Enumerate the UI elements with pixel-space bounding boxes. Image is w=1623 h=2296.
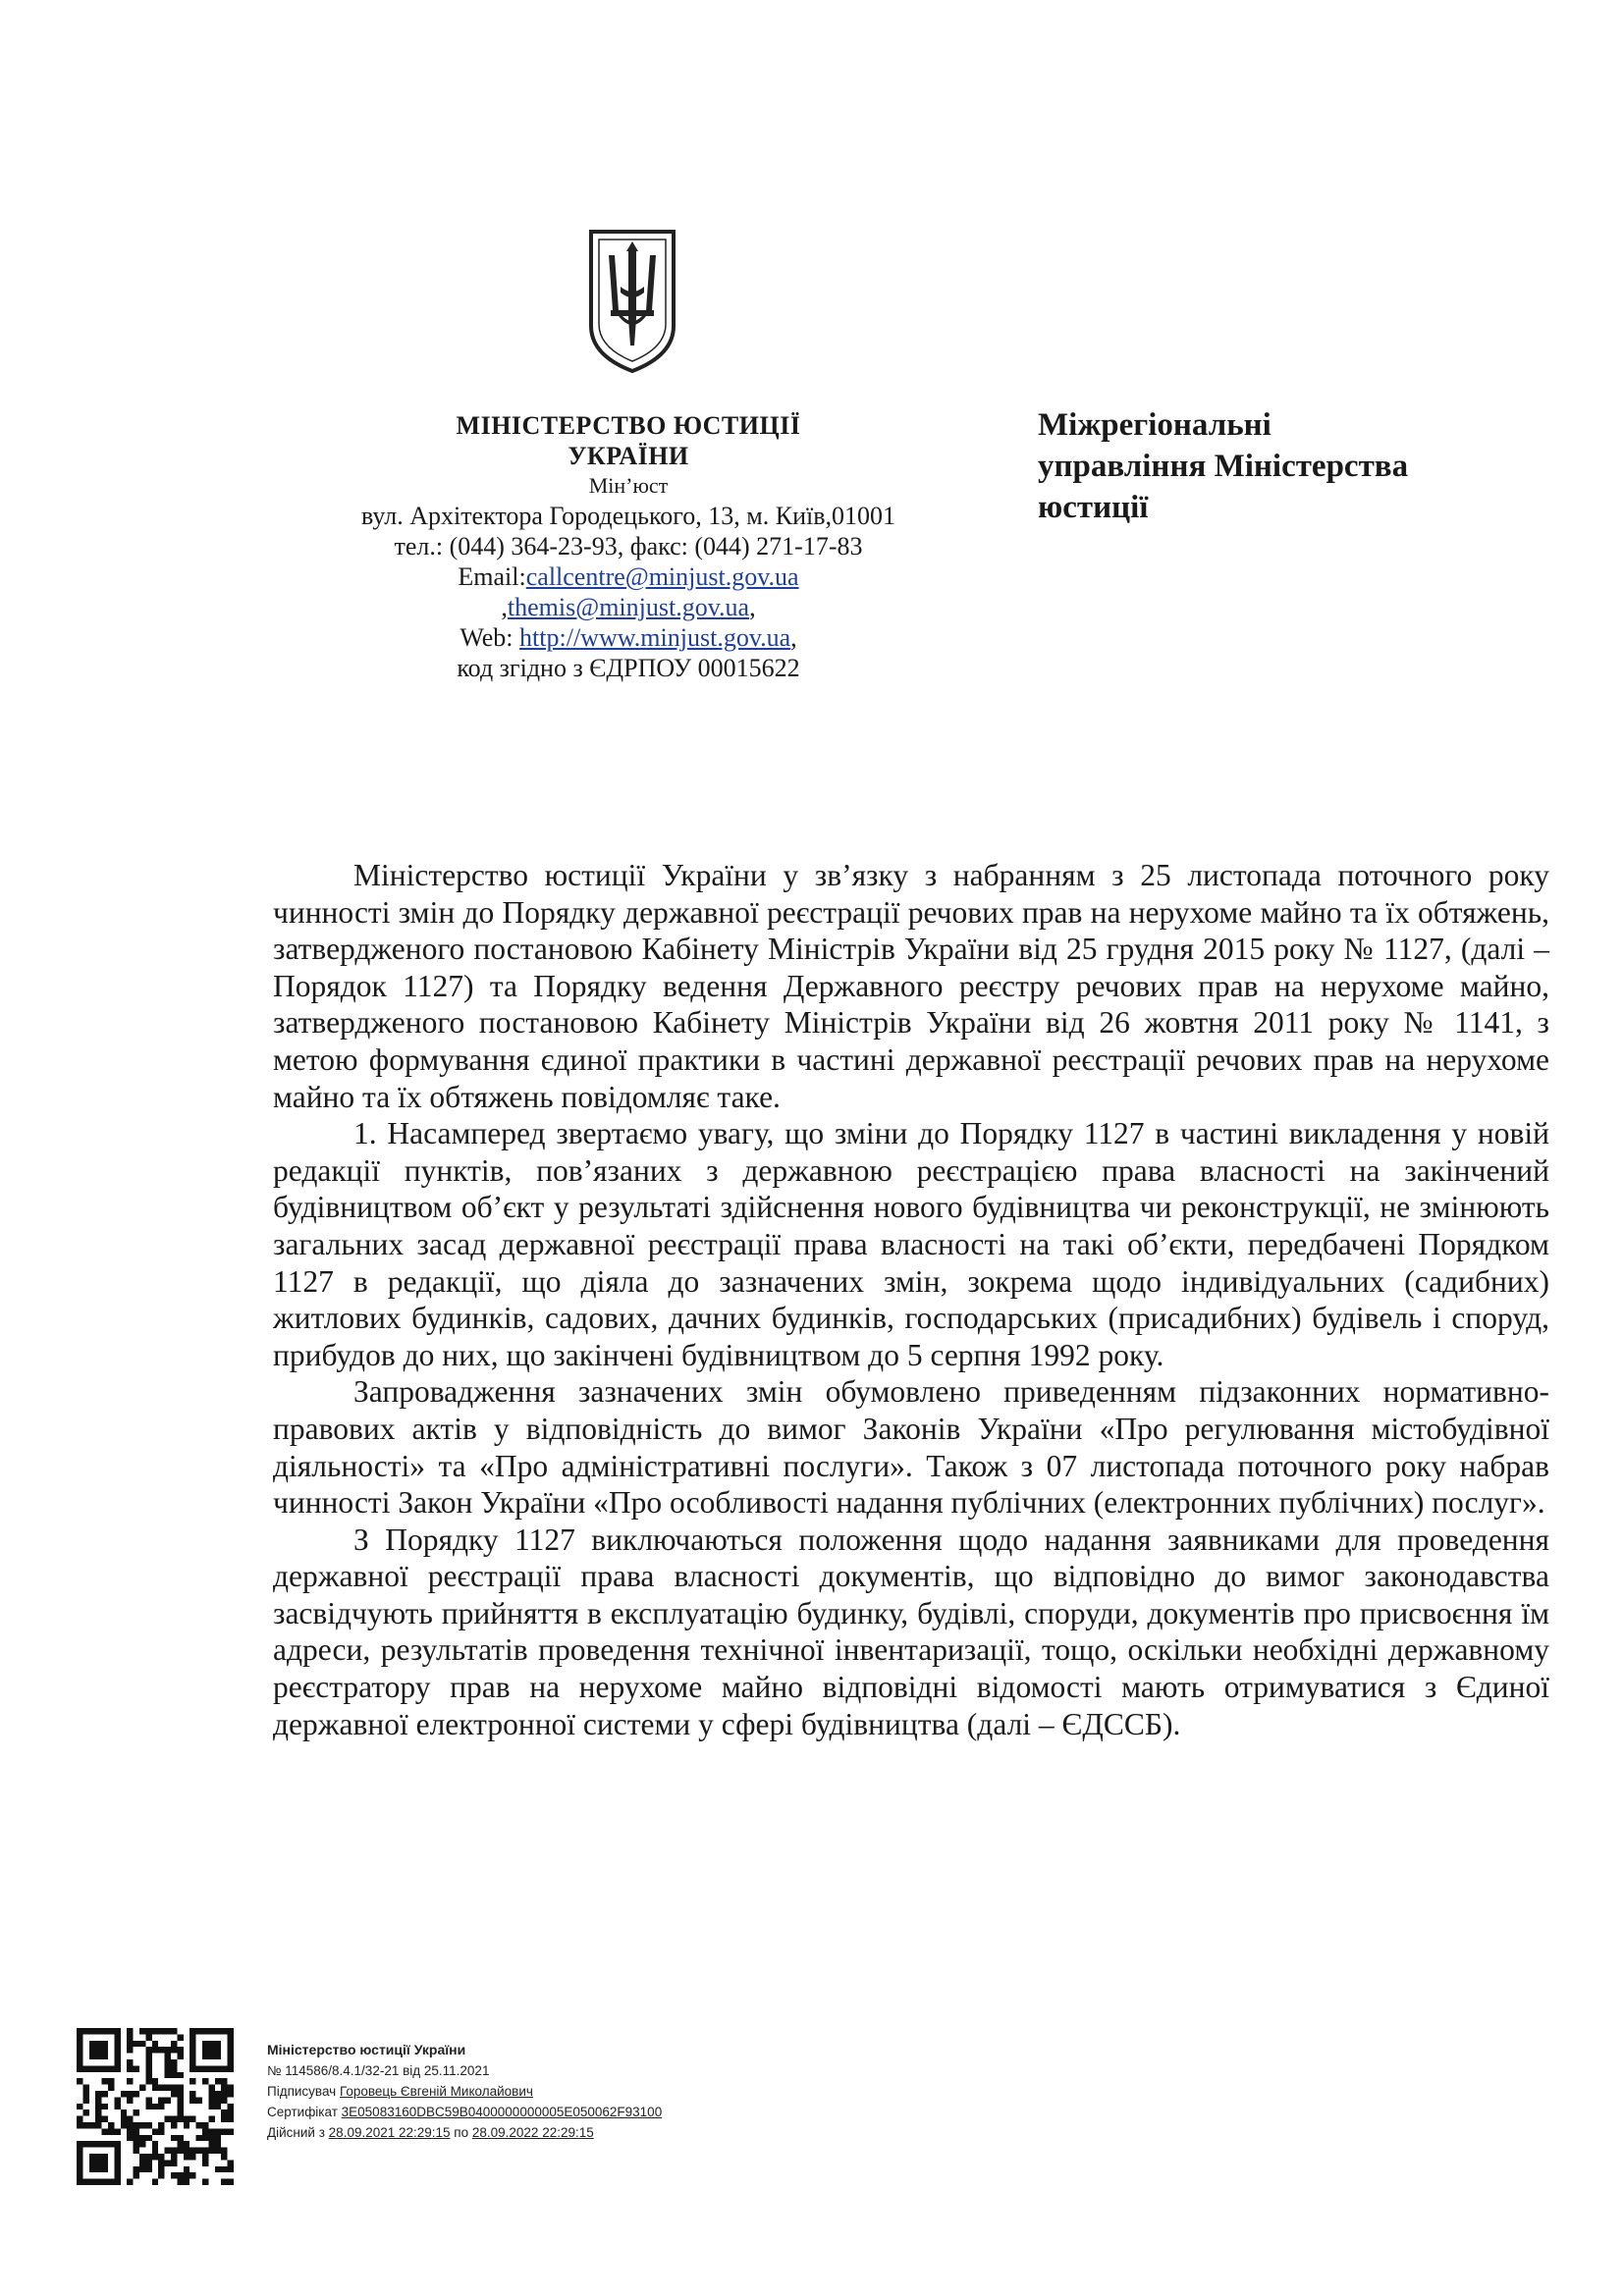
ministry-address: вул. Архітектора Городецького, 13, м. Київ,01001 [360, 502, 896, 530]
body-paragraph-4: З Порядку 1127 виключаються положення щодо надання заявниками для проведення державної реєстрації права власності документів, що відповідно до вимог законодавства засвідчують прийняття в експлуатацію будинку, будівлі, споруди, документів про присвоєння їм адреси, результатів проведення технічної інвентаризації, тощо, оскільки необхідні державному реєстратору прав на нерухоме майно відповідні відомості мають отримуватися з Єдиної державної електронної системи у сфері будівництва (далі – ЄДССБ). [273, 1522, 1549, 1741]
signer-label: Підписувач [267, 2084, 340, 2099]
valid-label: Дійсний з [267, 2125, 329, 2140]
recipient-line1: Міжрегіональні [1038, 407, 1271, 443]
valid-from: 28.09.2021 22:29:15 [328, 2125, 451, 2140]
email-label: Email: [458, 562, 526, 591]
recipient-line2: управління Міністерства [1038, 449, 1409, 484]
body-paragraph-2: 1. Насамперед звертаємо увагу, що зміни до Порядку 1127 в частині викладення у новій редакції пунктів, пов’язаних з державною реєстрацією права власності на закінчений будівництвом об’єкт у результаті здійснення нового будівництва чи реконструкції, не змінюють загальних засад державної реєстрації права власності на такі об’єкти, передбачені Порядком 1127 в редакції, що діяла до зазначених змін, зокрема щодо індивідуальних (садибних) житлових будинків, садових, дачних будинків, господарських (присадибних) будівель і споруд, прибудов до них, що закінчені будівництвом до 5 серпня 1992 року. [273, 1116, 1549, 1372]
body-paragraph-1: Міністерство юстиції України у зв’язку з набранням з 25 листопада поточного року чинності змін до Порядку державної реєстрації речових прав на нерухоме майно та їх обтяжень, затвердженого постановою Кабінету Міністрів України від 25 грудня 2015 року № 1127, (далі – Порядок 1127) та Порядку ведення Державного реєстру речових прав на нерухоме майно, затвердженого постановою Кабінету Міністрів України від 26 жовтня 2011 року № 1141, з метою формування єдиної практики в частині державної реєстрації речових прав на нерухоме майно та їх обтяжень повідомляє таке. [273, 858, 1549, 1114]
ministry-phone-fax: тел.: (044) 364-23-93, факс: (044) 271-17-83 [394, 532, 863, 561]
email-link-themis[interactable]: themis@minjust.gov.ua [507, 593, 750, 621]
ministry-name-line2: УКРАЇНИ [568, 442, 689, 470]
ministry-header [285, 410, 972, 683]
valid-to: 28.09.2022 22:29:15 [471, 2125, 594, 2140]
ministry-edrpou-code: код згідно з ЄДРПОУ 00015622 [457, 654, 800, 682]
signature-block [267, 2040, 954, 2143]
recipient-line3: юстиції [1038, 490, 1149, 525]
recipient-block [1038, 404, 1499, 528]
signer-name: Горовець Євгеній Миколайович [339, 2084, 533, 2099]
ministry-email-line [285, 561, 972, 592]
email2-suffix: , [749, 593, 756, 621]
signature-organization: Міністерство юстиції України [267, 2042, 466, 2057]
coat-of-arms-icon [585, 228, 679, 375]
cert-label: Сертифікат [267, 2105, 342, 2119]
web-link[interactable]: http://www.minjust.gov.ua [519, 623, 791, 652]
signature-reg-number: № 114586/8.4.1/32-21 від 25.11.2021 [267, 2063, 490, 2078]
cert-number: 3E05083160DBC59B0400000000005E050062F93100 [341, 2105, 663, 2119]
ministry-name-line1: МІНІСТЕРСТВО ЮСТИЦІЇ [456, 411, 801, 440]
body-paragraph-3: Запровадження зазначених змін обумовлено приведенням підзаконних нормативно-правових актів у відповідність до вимог Законів України «Про регулювання містобудівної діяльності» та «Про адміністративні послуги». Також з 07 листопада поточного року набрав чинності Закон України «Про особливості надання публічних (електронних публічних) послуг». [273, 1374, 1549, 1521]
email-link-callcentre[interactable]: callcentre@minjust.gov.ua [525, 562, 799, 591]
signature-signer-line [267, 2081, 954, 2102]
signature-validity-line [267, 2122, 954, 2143]
web-label: Web: [460, 623, 520, 652]
signature-cert-line [267, 2102, 954, 2122]
ministry-short-name: Мін’юст [588, 473, 669, 498]
ministry-email2-line [285, 592, 972, 622]
valid-mid: по [450, 2125, 472, 2140]
letter-body [273, 857, 1549, 1742]
web-suffix: , [790, 623, 797, 652]
email2-prefix: , [501, 593, 508, 621]
ministry-web-line [285, 622, 972, 653]
qr-code-icon [77, 2028, 234, 2185]
